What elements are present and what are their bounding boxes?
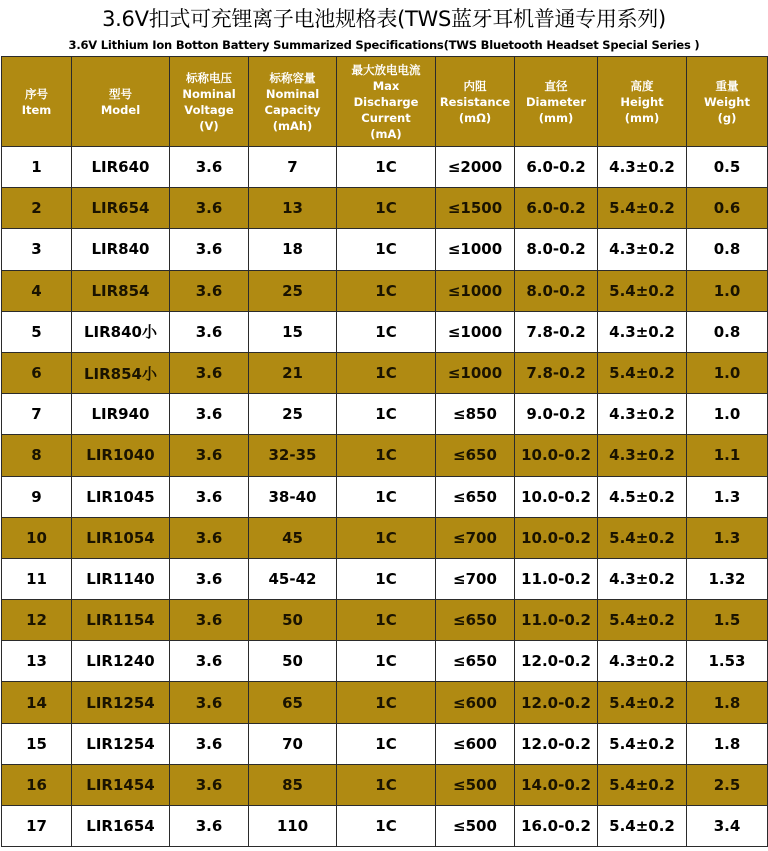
cell-max-discharge-current: 1C [337, 394, 436, 435]
column-header-nominal-capacity [249, 57, 337, 147]
column-header-en: (mAh) [272, 118, 313, 133]
cell-item: 9 [2, 476, 72, 517]
column-header-en: (mm) [624, 110, 660, 125]
cell-resistance: ≤500 [436, 764, 515, 805]
cell-item: 2 [2, 188, 72, 229]
cell-weight: 0.5 [687, 147, 768, 188]
column-header-resistance [436, 57, 515, 147]
cell-model: LIR854 [72, 270, 170, 311]
cell-height: 5.4±0.2 [598, 600, 687, 641]
cell-nominal-voltage: 3.6 [170, 270, 249, 311]
cell-weight: 1.3 [687, 517, 768, 558]
table-row [2, 641, 768, 682]
column-header-en: Item [21, 102, 52, 117]
cell-weight: 0.8 [687, 311, 768, 352]
column-header-en: Diameter [526, 94, 586, 109]
cell-item: 11 [2, 558, 72, 599]
column-header-en: (mA) [370, 126, 402, 141]
cell-max-discharge-current: 1C [337, 476, 436, 517]
cell-nominal-voltage: 3.6 [170, 435, 249, 476]
cell-nominal-voltage: 3.6 [170, 723, 249, 764]
column-header-zh: 序号 [25, 86, 48, 101]
cell-height: 5.4±0.2 [598, 517, 687, 558]
cell-nominal-capacity: 85 [249, 764, 337, 805]
cell-item: 4 [2, 270, 72, 311]
cell-max-discharge-current: 1C [337, 682, 436, 723]
cell-model: LIR654 [72, 188, 170, 229]
cell-model: LIR1254 [72, 723, 170, 764]
table-row [2, 517, 768, 558]
cell-max-discharge-current: 1C [337, 229, 436, 270]
cell-height: 5.4±0.2 [598, 723, 687, 764]
cell-max-discharge-current: 1C [337, 435, 436, 476]
cell-diameter: 10.0-0.2 [515, 517, 598, 558]
column-header-en: Nominal [182, 86, 236, 101]
cell-height: 4.3±0.2 [598, 394, 687, 435]
column-header-en: Max [372, 78, 400, 93]
cell-max-discharge-current: 1C [337, 600, 436, 641]
cell-item: 17 [2, 806, 72, 847]
cell-weight: 3.4 [687, 806, 768, 847]
table-row [2, 435, 768, 476]
cell-diameter: 14.0-0.2 [515, 764, 598, 805]
table-row [2, 311, 768, 352]
table-row [2, 558, 768, 599]
table-row [2, 270, 768, 311]
cell-nominal-capacity: 70 [249, 723, 337, 764]
cell-height: 4.3±0.2 [598, 435, 687, 476]
cell-resistance: ≤850 [436, 394, 515, 435]
cell-weight: 1.3 [687, 476, 768, 517]
cell-weight: 1.0 [687, 352, 768, 393]
cell-resistance: ≤1000 [436, 229, 515, 270]
column-header-zh: 标称电压 [186, 70, 232, 85]
column-header-en: Resistance [439, 94, 511, 109]
cell-nominal-capacity: 25 [249, 394, 337, 435]
cell-max-discharge-current: 1C [337, 641, 436, 682]
cell-nominal-voltage: 3.6 [170, 764, 249, 805]
cell-diameter: 11.0-0.2 [515, 558, 598, 599]
cell-max-discharge-current: 1C [337, 147, 436, 188]
cell-resistance: ≤600 [436, 723, 515, 764]
column-header-model [72, 57, 170, 147]
spec-table [1, 56, 768, 847]
cell-nominal-capacity: 50 [249, 641, 337, 682]
cell-max-discharge-current: 1C [337, 517, 436, 558]
cell-resistance: ≤2000 [436, 147, 515, 188]
column-header-en: Nominal [265, 86, 320, 101]
cell-diameter: 8.0-0.2 [515, 270, 598, 311]
cell-resistance: ≤650 [436, 476, 515, 517]
cell-item: 7 [2, 394, 72, 435]
cell-model: LIR1040 [72, 435, 170, 476]
cell-nominal-capacity: 65 [249, 682, 337, 723]
cell-item: 15 [2, 723, 72, 764]
cell-nominal-voltage: 3.6 [170, 188, 249, 229]
cell-max-discharge-current: 1C [337, 723, 436, 764]
cell-height: 4.3±0.2 [598, 147, 687, 188]
cell-nominal-voltage: 3.6 [170, 558, 249, 599]
column-header-zh: 最大放电电流 [351, 62, 421, 77]
cell-height: 4.3±0.2 [598, 558, 687, 599]
column-header-zh: 型号 [109, 86, 132, 101]
cell-height: 4.5±0.2 [598, 476, 687, 517]
column-header-en: Model [100, 102, 141, 117]
cell-item: 6 [2, 352, 72, 393]
cell-diameter: 7.8-0.2 [515, 311, 598, 352]
cell-diameter: 7.8-0.2 [515, 352, 598, 393]
cell-item: 12 [2, 600, 72, 641]
cell-height: 5.4±0.2 [598, 806, 687, 847]
cell-weight: 1.32 [687, 558, 768, 599]
cell-model: LIR840小 [72, 311, 170, 352]
cell-model: LIR1154 [72, 600, 170, 641]
cell-diameter: 12.0-0.2 [515, 723, 598, 764]
cell-diameter: 8.0-0.2 [515, 229, 598, 270]
cell-height: 5.4±0.2 [598, 682, 687, 723]
column-header-en: Weight [704, 94, 750, 109]
cell-diameter: 9.0-0.2 [515, 394, 598, 435]
cell-resistance: ≤600 [436, 682, 515, 723]
table-row [2, 188, 768, 229]
column-header-en: Current [361, 110, 411, 125]
cell-model: LIR940 [72, 394, 170, 435]
cell-model: LIR1054 [72, 517, 170, 558]
cell-model: LIR854小 [72, 352, 170, 393]
cell-resistance: ≤1000 [436, 270, 515, 311]
cell-weight: 1.1 [687, 435, 768, 476]
cell-nominal-capacity: 7 [249, 147, 337, 188]
cell-item: 10 [2, 517, 72, 558]
cell-weight: 2.5 [687, 764, 768, 805]
cell-nominal-capacity: 15 [249, 311, 337, 352]
cell-resistance: ≤650 [436, 435, 515, 476]
cell-item: 8 [2, 435, 72, 476]
cell-nominal-capacity: 45-42 [249, 558, 337, 599]
table-row [2, 352, 768, 393]
column-header-max-discharge-current [337, 57, 436, 147]
page-title: 3.6V扣式可充锂离子电池规格表(TWS蓝牙耳机普通专用系列) [102, 7, 666, 31]
cell-model: LIR1140 [72, 558, 170, 599]
column-header-en: (mΩ) [458, 110, 492, 125]
cell-resistance: ≤1000 [436, 311, 515, 352]
cell-model: LIR1240 [72, 641, 170, 682]
cell-item: 13 [2, 641, 72, 682]
cell-diameter: 10.0-0.2 [515, 435, 598, 476]
cell-weight: 1.8 [687, 723, 768, 764]
cell-height: 5.4±0.2 [598, 188, 687, 229]
cell-nominal-voltage: 3.6 [170, 476, 249, 517]
cell-nominal-capacity: 110 [249, 806, 337, 847]
cell-max-discharge-current: 1C [337, 188, 436, 229]
cell-max-discharge-current: 1C [337, 270, 436, 311]
cell-nominal-capacity: 18 [249, 229, 337, 270]
column-header-en: (g) [717, 110, 737, 125]
cell-height: 4.3±0.2 [598, 229, 687, 270]
cell-diameter: 6.0-0.2 [515, 147, 598, 188]
column-header-item [2, 57, 72, 147]
cell-diameter: 10.0-0.2 [515, 476, 598, 517]
column-header-weight [687, 57, 768, 147]
cell-item: 16 [2, 764, 72, 805]
cell-nominal-voltage: 3.6 [170, 147, 249, 188]
cell-resistance: ≤650 [436, 641, 515, 682]
cell-max-discharge-current: 1C [337, 806, 436, 847]
cell-model: LIR1454 [72, 764, 170, 805]
column-header-zh: 内阻 [463, 78, 487, 93]
table-body [2, 147, 768, 847]
cell-item: 14 [2, 682, 72, 723]
cell-resistance: ≤700 [436, 558, 515, 599]
cell-model: LIR1045 [72, 476, 170, 517]
cell-weight: 1.5 [687, 600, 768, 641]
cell-nominal-voltage: 3.6 [170, 517, 249, 558]
header-row [2, 57, 768, 147]
column-header-height [598, 57, 687, 147]
column-header-en: Voltage [184, 102, 234, 117]
cell-nominal-capacity: 13 [249, 188, 337, 229]
cell-height: 5.4±0.2 [598, 764, 687, 805]
cell-diameter: 11.0-0.2 [515, 600, 598, 641]
cell-diameter: 12.0-0.2 [515, 682, 598, 723]
cell-model: LIR1254 [72, 682, 170, 723]
column-header-zh: 标称容量 [269, 70, 316, 85]
column-header-en: Capacity [264, 102, 321, 117]
cell-resistance: ≤1000 [436, 352, 515, 393]
cell-item: 3 [2, 229, 72, 270]
cell-resistance: ≤1500 [436, 188, 515, 229]
cell-height: 4.3±0.2 [598, 311, 687, 352]
cell-height: 5.4±0.2 [598, 352, 687, 393]
cell-nominal-voltage: 3.6 [170, 394, 249, 435]
column-header-en: Discharge [353, 94, 419, 109]
cell-nominal-capacity: 25 [249, 270, 337, 311]
cell-resistance: ≤650 [436, 600, 515, 641]
table-row [2, 147, 768, 188]
cell-diameter: 12.0-0.2 [515, 641, 598, 682]
table-row [2, 723, 768, 764]
table-row [2, 600, 768, 641]
cell-weight: 1.0 [687, 270, 768, 311]
cell-max-discharge-current: 1C [337, 558, 436, 599]
column-header-nominal-voltage [170, 57, 249, 147]
cell-nominal-voltage: 3.6 [170, 682, 249, 723]
cell-nominal-capacity: 45 [249, 517, 337, 558]
cell-nominal-capacity: 38-40 [249, 476, 337, 517]
cell-weight: 1.0 [687, 394, 768, 435]
table-row [2, 682, 768, 723]
cell-height: 5.4±0.2 [598, 270, 687, 311]
cell-item: 1 [2, 147, 72, 188]
cell-diameter: 16.0-0.2 [515, 806, 598, 847]
cell-weight: 0.8 [687, 229, 768, 270]
table-row [2, 476, 768, 517]
table-row [2, 764, 768, 805]
cell-nominal-capacity: 21 [249, 352, 337, 393]
cell-max-discharge-current: 1C [337, 764, 436, 805]
cell-item: 5 [2, 311, 72, 352]
cell-weight: 1.53 [687, 641, 768, 682]
cell-nominal-voltage: 3.6 [170, 311, 249, 352]
column-header-zh: 高度 [630, 78, 654, 93]
table-row [2, 394, 768, 435]
cell-nominal-voltage: 3.6 [170, 600, 249, 641]
column-header-en: (mm) [538, 110, 574, 125]
cell-nominal-voltage: 3.6 [170, 229, 249, 270]
cell-nominal-voltage: 3.6 [170, 806, 249, 847]
cell-model: LIR640 [72, 147, 170, 188]
cell-model: LIR1654 [72, 806, 170, 847]
cell-weight: 0.6 [687, 188, 768, 229]
table-row [2, 229, 768, 270]
cell-resistance: ≤700 [436, 517, 515, 558]
cell-nominal-capacity: 50 [249, 600, 337, 641]
column-header-en: Height [620, 94, 664, 109]
cell-model: LIR840 [72, 229, 170, 270]
cell-nominal-capacity: 32-35 [249, 435, 337, 476]
cell-max-discharge-current: 1C [337, 352, 436, 393]
cell-diameter: 6.0-0.2 [515, 188, 598, 229]
column-header-diameter [515, 57, 598, 147]
column-header-zh: 直径 [544, 78, 568, 93]
table-row [2, 806, 768, 847]
cell-height: 4.3±0.2 [598, 641, 687, 682]
cell-weight: 1.8 [687, 682, 768, 723]
column-header-zh: 重量 [715, 78, 739, 93]
cell-nominal-voltage: 3.6 [170, 352, 249, 393]
cell-resistance: ≤500 [436, 806, 515, 847]
cell-nominal-voltage: 3.6 [170, 641, 249, 682]
column-header-en: (V) [199, 118, 219, 133]
page-subtitle: 3.6V Lithium Ion Botton Battery Summarized Specifications(TWS Bluetooth Headset Special Series ) [68, 38, 700, 52]
cell-max-discharge-current: 1C [337, 311, 436, 352]
